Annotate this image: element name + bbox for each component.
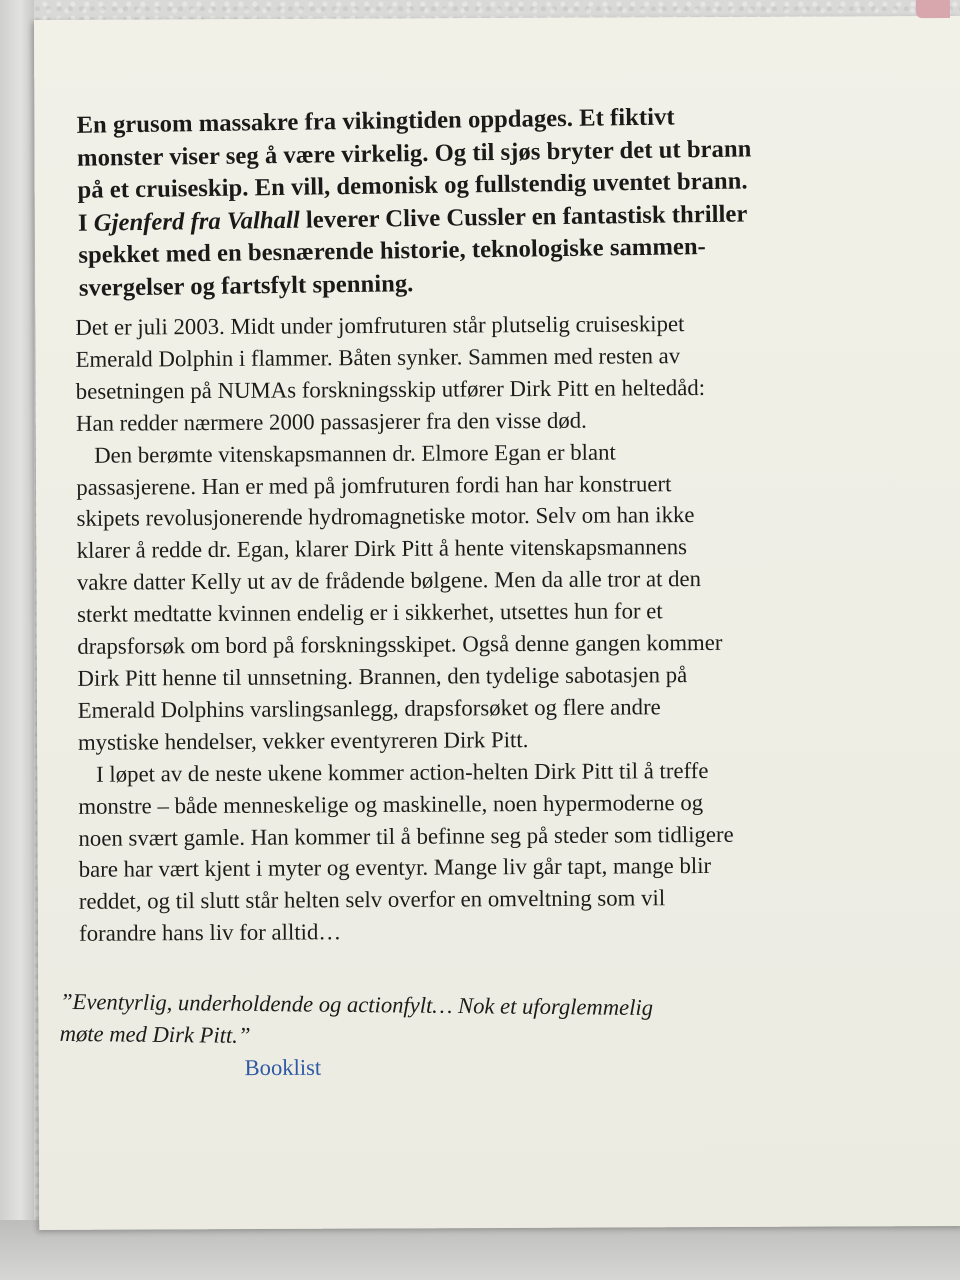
quote-line: møte med Dirk Pitt.” [59, 1020, 251, 1048]
synopsis-line: vakre datter Kelly ut av de frådende bølgene. Men da alle tror at den [76, 566, 702, 596]
intro-line: monster viser seg å være virkelig. Og til sjøs bryter det ut brann [76, 134, 752, 172]
synopsis-text [75, 307, 899, 950]
synopsis-line: I løpet av de neste ukene kommer action-helten Dirk Pitt til å treffe [96, 757, 709, 787]
synopsis-line: Emerald Dolphin i flammer. Båten synker. Sammen med resten av [75, 343, 681, 372]
book-back-cover [34, 16, 960, 1230]
intro-line: på et cruiseskip. En vill, demonisk og fullstendig uventet brann. [77, 167, 748, 204]
book-title: Gjenferd fra Valhall [93, 206, 300, 237]
quote-line: ”Eventyrlig, underholdende og actionfylt… Nok et uforglemmelig [59, 988, 654, 1021]
synopsis-line: reddet, og til slutt står helten selv overfor en omveltning som vil [78, 885, 666, 915]
intro-line: svergelser og fartsfylt spenning. [78, 269, 414, 302]
synopsis-line: klarer å redde dr. Egan, klarer Dirk Pitt å hente vitenskapsmannens [76, 534, 688, 564]
synopsis-line: drapsforsøk om bord på forskningsskipet. Også denne gangen kommer [77, 629, 723, 659]
synopsis-line: skipets revolusjonerende hydromagnetiske motor. Selv om han ikke [76, 502, 695, 532]
intro-title-suffix: leverer Clive Cussler en fantastisk thriller [299, 199, 748, 234]
intro-line: spekket med en besnærende historie, teknologiske sammen- [78, 233, 707, 269]
synopsis-line: besetningen på NUMAs forskningsskip utfører Dirk Pitt en heltedåd: [75, 374, 706, 404]
towel-background-left [0, 0, 34, 1280]
review-quote [60, 986, 861, 1058]
synopsis-line: sterkt medtatte kvinnen endelig er i sikkerhet, utsettes hun for et [77, 598, 663, 627]
synopsis-line: Dirk Pitt henne til unnsetning. Brannen, den tydelige sabotasjen på [77, 662, 688, 691]
intro-title-prefix: I [77, 209, 94, 237]
synopsis-line: passasjerene. Han er med på jomfruturen fordi han har konstruert [76, 470, 672, 500]
synopsis-line: mystiske hendelser, vekker eventyreren Dirk Pitt. [77, 726, 529, 755]
synopsis-line: Han redder nærmere 2000 passasjerer fra den visse død. [75, 407, 587, 436]
synopsis-line: monstre – både menneskelige og maskinelle, noen hypermoderne og [78, 789, 704, 819]
intro-line: En grusom massakre fra vikingtiden oppdages. Et fiktivt [76, 103, 675, 139]
synopsis-line: Den berømte vitenskapsmannen dr. Elmore Egan er blant [94, 439, 616, 468]
synopsis-line: bare har vært kjent i myter og eventyr. Mange liv går tapt, mange blir [78, 853, 712, 883]
synopsis-line: Emerald Dolphins varslingsanlegg, drapsforsøket og flere andre [77, 694, 661, 723]
synopsis-line: noen svært gamle. Han kommer til å befinne seg på steder som tidligere [78, 821, 734, 851]
quote-source: Booklist [244, 1054, 322, 1081]
synopsis-line: Det er juli 2003. Midt under jomfruturen står plutselig cruiseskipet [75, 311, 685, 340]
pink-corner-sticker [916, 0, 950, 18]
synopsis-line: forandre hans liv for alltid… [78, 919, 342, 947]
intro-blurb [76, 99, 879, 305]
